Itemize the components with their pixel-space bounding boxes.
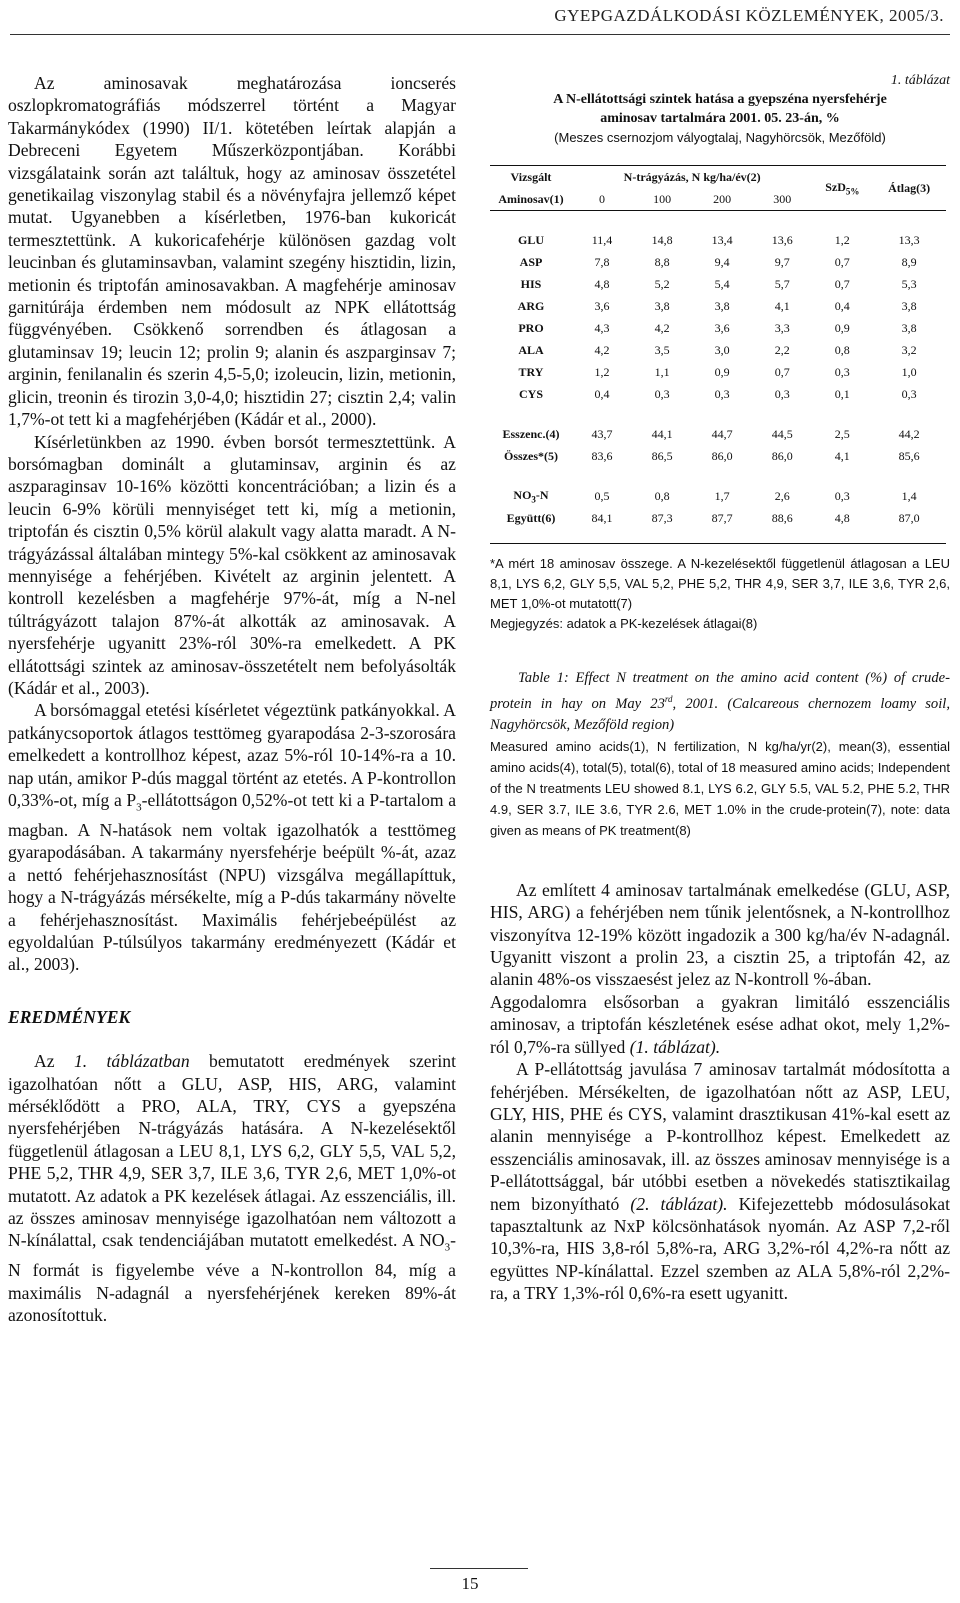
table-cell: 4,1 xyxy=(834,448,850,463)
table-row xyxy=(490,383,946,405)
table-cell: 0,5 xyxy=(594,488,610,503)
table-cell: 5,3 xyxy=(901,276,917,291)
table-cell: 0,7 xyxy=(774,364,790,379)
footer-rule xyxy=(430,1568,528,1569)
table-cell: 3,3 xyxy=(774,320,790,335)
table-row xyxy=(490,485,946,507)
table-cell: 13,6 xyxy=(771,232,793,247)
text-span: NO xyxy=(513,487,532,502)
spacer-cell xyxy=(490,405,946,423)
table-row xyxy=(490,361,946,383)
table-cell: 0,3 xyxy=(901,386,917,401)
text-span: -N formát is figyelembe véve a N-kontrollon 84, míg a maximális N-adagnál a nyersfehérjének kereken 89%-át azonosítottuk. xyxy=(8,1230,456,1326)
table-row xyxy=(490,317,946,339)
page-number: 15 xyxy=(461,1574,479,1593)
paragraph-methods: Az aminosavak meghatározása ioncserés oszlopkromatográfiás módszerrel történt a Magyar Takarmánykódex (1990) II/1. kötetében leírtak alapján a Debreceni Egyetem Műszerközpontjában. Korábbi vizsgálataink során azt találtuk, hogy az aminosav összetétel genetikailag viszonylag stabil és a növényfajra jellemző képet mutat. Ugyanebben a kísérletben, 1976-ban kukoricát termesztettünk. A kukoricafehérje különösen gazdag volt leucinban és glutaminsavban, valamint szegény hisztidin, lizin, metionin és triptofán aminosavakban. A magfehérje aminosav garnitúrája érdemben nem módosult az NPK ellátottság függvényében. Csökkenő sorrendben és átlagosan a glutaminsav 19; leucin 12; prolin 9; alanin és aszparginsav 7; arginin, fenilanalin és szerin 4,5-5,0; izoleucin, lizin, metionin, glicin, treonin és tirozin 3,0-4,0; hisztidin 27; cisztin 2,4; valin 1,7%-ot tett ki a magfehérjében (Kádár et al., 2000). xyxy=(8,73,456,430)
table-spacer xyxy=(490,211,946,230)
table-cell: 3,6 xyxy=(594,298,610,313)
row-label: HIS xyxy=(520,276,542,291)
table-cell: 0,4 xyxy=(834,298,850,313)
paragraph-rat-feeding xyxy=(8,699,456,975)
table-cell: 44,5 xyxy=(771,426,793,441)
table-cell: 0,3 xyxy=(834,488,850,503)
table-cell: 0,9 xyxy=(714,364,730,379)
table-cell: 13,3 xyxy=(898,232,920,247)
table-cell: 4,8 xyxy=(594,276,610,291)
row-label: ARG xyxy=(517,298,545,313)
table-spacer xyxy=(490,529,946,543)
table-cell: 4,2 xyxy=(594,342,610,357)
table-row xyxy=(490,251,946,273)
header-atlag: Átlag(3) xyxy=(872,166,946,211)
table-cell: 3,5 xyxy=(654,342,670,357)
table-cell: 0,3 xyxy=(654,386,670,401)
row-label: ASP xyxy=(519,254,543,269)
english-table-caption xyxy=(490,668,950,736)
text-span: , 2001. (Calcareous chernozem loamy soil, Nagyhörcsök, Mezőföld region) xyxy=(490,695,950,733)
table-subtitle: (Meszes csernozjom vályogtalaj, Nagyhörcsök, Mezőföld) xyxy=(554,130,886,145)
right-body-text xyxy=(490,879,950,1305)
table-cell: 44,1 xyxy=(651,426,673,441)
header-n-level: 100 xyxy=(632,188,692,211)
table-cell: 4,3 xyxy=(594,320,610,335)
table-row xyxy=(490,295,946,317)
table-cell: 2,2 xyxy=(774,342,790,357)
spacer-cell xyxy=(490,529,946,543)
header-aminosav: Aminosav(1) xyxy=(490,188,572,211)
table-spacer xyxy=(490,467,946,485)
paragraph-tryptophan xyxy=(490,991,950,1058)
paragraph-pea-experiment: Kísérletünkben az 1990. évben borsót termesztettünk. A borsómagban dominált a glutaminsav, arginin és az aszparaginsav 10-16% közötti koncentrációban; a lizin és a leucin 6-9% körüli mennyiséget tett ki, míg a metionin, triptofán és cisztin 0,5% körül alakult vagy alatta maradt. A N-trágyázással általában mintegy 5%-kal csökkent az aminosavak mennyisége a fehérjében. Kivételt az arginin jelentett. A kontroll kezelésben a magfehérje 97%-át, míg a N-nel túltrágyázott talajon 87%-át alkották az aminosavak. A nyersfehérje ugyanitt 23%-ról 30%-ra emelkedett. A PK ellátottsági szintek az aminosav-összetételt nem befolyásolták (Kádár et al., 2003). xyxy=(8,431,456,698)
table-remark: Megjegyzés: adatok a PK-kezelések átlagai(8) xyxy=(490,616,758,631)
table-cell: 1,7 xyxy=(714,488,730,503)
table-cell: 87,7 xyxy=(711,510,733,525)
text-span: Kifejezettebb módosulásokat tapasztaltunk az NxP kölcsönhatások nyomán. Az ASP 7,2-ről 10,3%-ra, HIS 3,8-ról 5,8%-ra, ARG 3,2%-ról 4,2%-ra nőtt az együttes NP-kínálattal. Ezzel szemben az ALA 5,8%-ról 2,2%-ra, a TRY 1,3%-ról 0,6%-ra esett ugyanitt. xyxy=(490,1193,950,1304)
table-spacer xyxy=(490,405,946,423)
table-row xyxy=(490,445,946,467)
table-title-line1: A N-ellátottsági szintek hatása a gyepszéna nyersfehérje xyxy=(553,92,887,107)
table-cell: 1,2 xyxy=(594,364,610,379)
table-cell: 4,2 xyxy=(654,320,670,335)
table-cell: 1,1 xyxy=(654,364,670,379)
table-cell: 44,2 xyxy=(898,426,920,441)
table-cell: 44,7 xyxy=(711,426,733,441)
table-cell: 5,4 xyxy=(714,276,730,291)
header-n-level: 0 xyxy=(572,188,632,211)
header-rule xyxy=(10,34,950,35)
text-span: Az xyxy=(34,1051,74,1072)
table-cell: 88,6 xyxy=(771,510,793,525)
row-label-no3n xyxy=(490,485,572,507)
table-reference: (2. táblázat). xyxy=(630,1193,728,1214)
paragraph-increase: Az említett 4 aminosav tartalmának emelkedése (GLU, ASP, HIS, ARG) a fehérjében nem tűnik jelentősnek, a N-kontrollhoz viszonyítva 12-19% között ingadozik a 300 kg/ha/év N-adagnál. Ugyanitt viszont a prolin 23, a cisztin 25, a triptofán 42, az alanin 48%-os visszaesést jelez az N-kontroll %-ában. xyxy=(490,879,950,990)
header-n-level: 200 xyxy=(692,188,752,211)
table-cell: 4,8 xyxy=(834,510,850,525)
text-span: Table 1: Effect N treatment on the amino acid content (%) of crude-protein in hay on May 23 xyxy=(490,670,950,712)
table-cell: 0,3 xyxy=(774,386,790,401)
table-cell: 85,6 xyxy=(898,448,920,463)
english-table-legend: Measured amino acids(1), N fertilization, N kg/ha/yr(2), mean(3), essential amino acids(4), total(5), total(6), total of 18 measured amino acids; Independent of the N treatments LEU showed 8.1, LYS 6.2, GLY 5.5, VAL 5.2, PHE 5.2, THR 4.9, SER 3.7, ILE 3.6, TYR 2.6, MET 1.0% in the crude-protein(7), note: data given as means of PK treatment(8) xyxy=(490,738,950,838)
table-row xyxy=(490,229,946,251)
table-body-amino-acids xyxy=(490,229,946,405)
header-n-fertilization: N-trágyázás, N kg/ha/év(2) xyxy=(623,169,761,184)
szd-subscript: 5% xyxy=(845,186,860,197)
table-cell: 87,0 xyxy=(898,510,920,525)
table-row xyxy=(490,507,946,529)
amino-acid-table xyxy=(490,165,946,544)
table-cell: 2,5 xyxy=(834,426,850,441)
text-span: Aggodalomra elsősorban a gyakran limitáló esszenciális aminosav, a triptofán készletének esése adhat okot, mely 1,2%-ról 0,7%-ra süllyed xyxy=(490,991,950,1057)
row-label: Esszenc.(4) xyxy=(502,426,560,441)
table-cell: 5,2 xyxy=(654,276,670,291)
table-footnote: *A mért 18 aminosav összege. A N-kezelésektől függetlenül átlagosan a LEU 8,1, LYS 6,2, GLY 5,5, VAL 5,2, PHE 5,2, THR 4,9, SER 3,7, ILE 3,6, TYR 2,6, MET 1,0%-ot mutatott(7) xyxy=(490,556,950,611)
table-cell: 0,7 xyxy=(834,254,850,269)
table-cell: 3,0 xyxy=(714,342,730,357)
table-cell: 86,5 xyxy=(651,448,673,463)
spacer-cell xyxy=(490,467,946,485)
paragraph-results xyxy=(8,1050,456,1326)
table-cell: 86,0 xyxy=(711,448,733,463)
table-cell: 8,9 xyxy=(901,254,917,269)
table-caption: 1. táblázat xyxy=(890,73,950,88)
table-row xyxy=(490,423,946,445)
journal-title: GYEPGAZDÁLKODÁSI KÖZLEMÉNYEK, 2005/3. xyxy=(554,6,944,25)
table-cell: 3,6 xyxy=(714,320,730,335)
text-span: A borsómaggal etetési kísérletet végeztünk patkányokkal. A patkánycsoportok átlagos testtömeg gyarapodása 2-3-szorosára emelkedett a kontrollhoz képest, azaz 5%-ról 10-14%-ra a 10. nap után, amikor P-dús maggal történt az etetés. A P-kontrollon 0,33%-ot, míg a P xyxy=(8,700,456,810)
table-row xyxy=(490,273,946,295)
table-cell: 11,4 xyxy=(591,232,613,247)
page-header xyxy=(0,0,960,40)
table-cell: 0,3 xyxy=(834,364,850,379)
subscript: 3 xyxy=(136,801,142,814)
table-cell: 1,2 xyxy=(834,232,850,247)
row-label: Összes*(5) xyxy=(504,448,558,463)
text-span: -ellátottságon 0,52%-ot tett ki a P-tartalom a magban. A N-hatások nem voltak igazolhatók a testtömeg gyarapodásában. A takarmány nyersfehérje beépült %-át, azaz a nettó fehérjehasznosítást (NPU) vizsgálva megállapíttuk, hogy a N-trágyázás mérsékelte, míg a P-dús takarmány növelte a fehérjehasznosítást. Maximális fehérjebeépülést az egyoldalúan P-túlsúlyos takarmány eredményezett (Kádár et al., 2003). xyxy=(8,790,457,975)
table-cell: 0,8 xyxy=(654,488,670,503)
table-cell: 83,6 xyxy=(591,448,613,463)
table-cell: 87,3 xyxy=(651,510,673,525)
header-vizsgalt: Vizsgált xyxy=(510,169,552,184)
table-notes xyxy=(490,554,950,634)
table-cell: 9,4 xyxy=(714,254,730,269)
table-title-line2: aminosav tartalmára 2001. 05. 23-án, % xyxy=(600,111,840,126)
spacer-cell xyxy=(490,211,946,230)
table-cell: 3,8 xyxy=(654,298,670,313)
text-span: A P-ellátottság javulása 7 aminosav tartalmát módosította a fehérjében. Mérsékelten, de igazolhatóan nőtt az ASP, LEU, GLY, HIS, PHE és CYS, valamint drasztikusan 41%-kal esett az alanin mennyisége a P-kontrollhoz képest. Emelkedett az esszenciális aminosavak, ill. az összes aminosav mennyisége is a P-ellátottsággal, bár utóbbi esetben a növekedés statisztikailag nem bizonyítható xyxy=(490,1059,950,1214)
table-cell: 43,7 xyxy=(591,426,613,441)
table-reference: 1. táblázatban xyxy=(73,1051,190,1072)
section-heading-results: EREDMÉNYEK xyxy=(8,1006,131,1027)
table-cell: 8,8 xyxy=(654,254,670,269)
subscript: 3 xyxy=(531,494,536,505)
left-column xyxy=(8,72,456,1327)
table-cell: 3,2 xyxy=(901,342,917,357)
table-cell: 1,0 xyxy=(901,364,917,379)
table-cell: 0,4 xyxy=(594,386,610,401)
table-body-totals xyxy=(490,423,946,467)
text-span: bemutatott eredmények szerint igazolhatóan nőtt a GLU, ASP, HIS, ARG, valamint mérséklődött a PRO, ALA, TRY, CYS a gyepszéna nyersfehérjében N-trágyázás hatására. A N-kezelésektől függetlenül átlagosan a LEU 8,1, LYS 6,2, GLY 5,5, VAL 5,2, PHE 5,2, THR 4,9, SER 3,7, ILE 3,6, TYR 2,6, MET 1,0%-ot mutatott. Az adatok a PK kezelések átlagai. Az esszenciális, ill. az összes aminosav mennyisége igazolhatóan nem változott a N-kínálattal, csak tendenciájában mutatott emelkedést. A NO xyxy=(8,1051,456,1251)
table-cell: 0,9 xyxy=(834,320,850,335)
table-row xyxy=(490,339,946,361)
table-cell: 9,7 xyxy=(774,254,790,269)
text-span: -N xyxy=(535,487,549,502)
table-cell: 4,1 xyxy=(774,298,790,313)
row-label: TRY xyxy=(518,364,544,379)
table-cell: 84,1 xyxy=(591,510,613,525)
table-cell: 7,8 xyxy=(594,254,610,269)
row-label: ALA xyxy=(518,342,544,357)
table-cell: 0,3 xyxy=(714,386,730,401)
row-label: CYS xyxy=(518,386,543,401)
row-label: PRO xyxy=(518,320,544,335)
header-n-level: 300 xyxy=(752,188,812,211)
header-szd xyxy=(812,166,872,211)
table-cell: 14,8 xyxy=(651,232,673,247)
table-header-row xyxy=(490,166,946,188)
table-reference: (1. táblázat). xyxy=(629,1036,721,1057)
row-label: GLU xyxy=(517,232,544,247)
table-cell: 0,1 xyxy=(834,386,850,401)
szd-label: SzD xyxy=(825,179,846,194)
subscript: 3 xyxy=(444,1241,451,1254)
table-cell: 3,8 xyxy=(901,298,917,313)
row-label-egyutt: Együtt(6) xyxy=(506,510,556,525)
table-cell: 86,0 xyxy=(771,448,793,463)
table-cell: 0,7 xyxy=(834,276,850,291)
table-cell: 0,8 xyxy=(834,342,850,357)
table-cell: 3,8 xyxy=(901,320,917,335)
paragraph-p-supply xyxy=(490,1058,950,1304)
table-cell: 3,8 xyxy=(714,298,730,313)
table-cell: 1,4 xyxy=(901,488,917,503)
superscript: rd xyxy=(664,694,673,704)
table-cell: 5,7 xyxy=(774,276,790,291)
table-cell: 2,6 xyxy=(774,488,790,503)
right-column xyxy=(490,72,950,1305)
table-cell: 13,4 xyxy=(711,232,733,247)
